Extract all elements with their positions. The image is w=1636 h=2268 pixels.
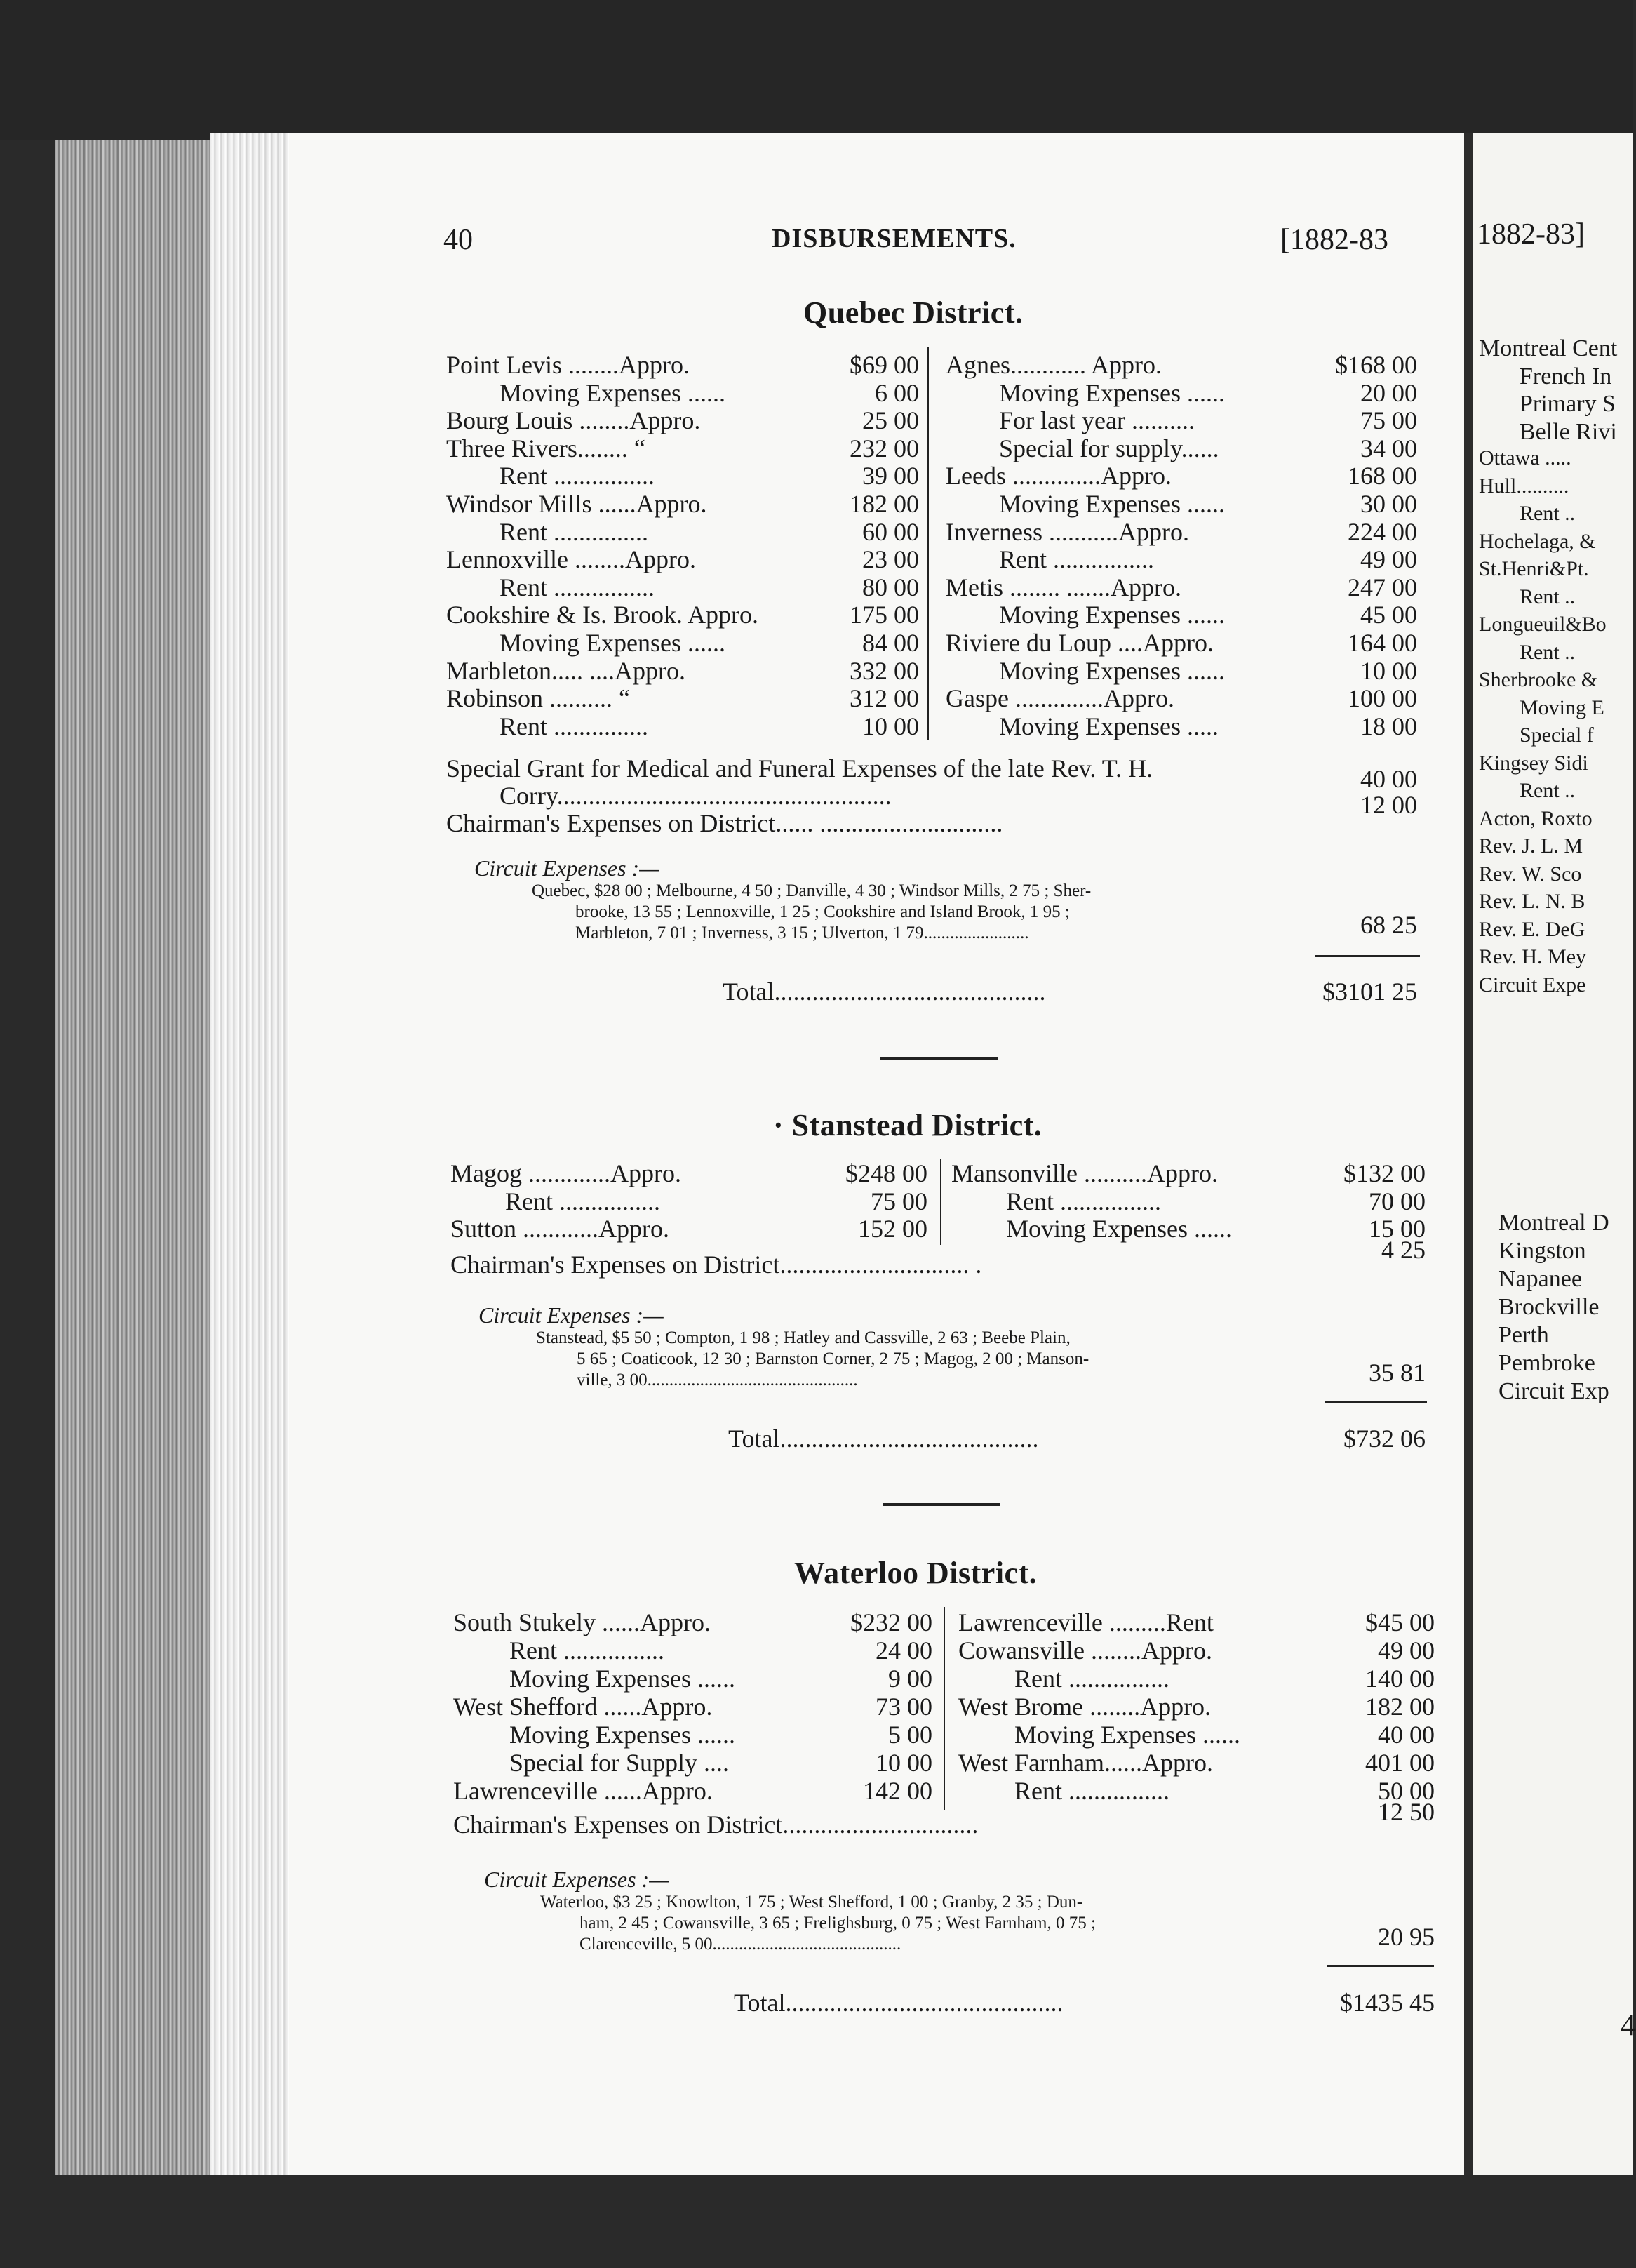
stanstead-right-item-label: Mansonville ..........Appro.: [951, 1159, 1218, 1187]
quebec-total-label: Total...........................................: [723, 978, 1046, 1006]
scan-background: [0, 0, 1633, 140]
waterloo-left-item-label: West Shefford ......Appro.: [453, 1693, 713, 1721]
waterloo-circuit-line: Clarenceville, 5 00...........................................: [579, 1935, 901, 1954]
waterloo-left-item-label: Moving Expenses ......: [509, 1721, 735, 1749]
quebec-circuit-title: Circuit Expenses :—: [474, 855, 659, 881]
quebec-special-amount: 40 00: [1360, 765, 1417, 793]
quebec-left-item-amount: 23 00: [862, 545, 919, 574]
waterloo-left-item-amount: 5 00: [888, 1721, 932, 1749]
section-separator: [880, 1057, 998, 1060]
waterloo-right-item-label: Rent ................: [1014, 1665, 1169, 1693]
right-page-item: Rev. E. DeG: [1479, 917, 1585, 941]
waterloo-right-item-amount: 40 00: [1378, 1721, 1435, 1749]
stanstead-column-divider: [940, 1159, 941, 1245]
right-page-item: Hull..........: [1479, 474, 1569, 498]
stanstead-left-item-amount: $248 00: [845, 1159, 927, 1187]
waterloo-left-item-label: Moving Expenses ......: [509, 1665, 735, 1693]
stanstead-right-item-amount: 70 00: [1369, 1187, 1426, 1215]
right-page-item: Brockville: [1498, 1294, 1600, 1320]
right-page-item: Rent ..: [1520, 502, 1576, 525]
right-page-year: 1882-83]: [1477, 218, 1585, 251]
waterloo-right-item-amount: 182 00: [1365, 1693, 1435, 1721]
stanstead-chairman-amount: 4 25: [1381, 1236, 1426, 1264]
waterloo-left-item-amount: 73 00: [876, 1693, 932, 1721]
quebec-right-item-amount: 34 00: [1360, 434, 1417, 462]
stanstead-right-item-label: Moving Expenses ......: [1006, 1215, 1232, 1243]
quebec-left-item-label: Point Levis ........Appro.: [446, 351, 690, 379]
right-page-item: Circuit Exp: [1498, 1378, 1609, 1404]
quebec-right-item-label: Moving Expenses ......: [999, 601, 1225, 629]
quebec-right-item-label: Special for supply......: [999, 434, 1219, 462]
waterloo-right-item-amount: 49 00: [1378, 1636, 1435, 1665]
waterloo-left-item-amount: $232 00: [850, 1608, 932, 1636]
waterloo-total-amount: $1435 45: [1340, 1989, 1435, 2017]
quebec-left-item-amount: 10 00: [862, 712, 919, 740]
quebec-right-item-amount: 75 00: [1360, 406, 1417, 435]
waterloo-left-item-amount: 10 00: [876, 1749, 932, 1777]
waterloo-right-item-amount: 50 00: [1378, 1777, 1435, 1805]
waterloo-circuit-line: ham, 2 45 ; Cowansville, 3 65 ; Frelighsburg, 0 75 ; West Farnham, 0 75 ;: [579, 1914, 1096, 1933]
right-page-item: Montreal Cent: [1479, 335, 1618, 361]
quebec-left-item-label: Windsor Mills ......Appro.: [446, 490, 707, 518]
quebec-right-item-label: Moving Expenses ......: [999, 490, 1225, 518]
waterloo-circuit-title: Circuit Expenses :—: [484, 1867, 669, 1892]
quebec-left-item-label: Lennoxville ........Appro.: [446, 545, 696, 574]
quebec-left-item-amount: $69 00: [850, 351, 919, 379]
stanstead-circuit-amount: 35 81: [1369, 1359, 1426, 1387]
stanstead-total-label: Total.........................................: [728, 1425, 1039, 1453]
waterloo-right-item-label: Moving Expenses ......: [1014, 1721, 1240, 1749]
quebec-right-item-amount: 45 00: [1360, 601, 1417, 629]
stanstead-district-heading: · Stanstead District.: [773, 1108, 1042, 1142]
quebec-chairman-amount: 12 00: [1360, 791, 1417, 819]
right-page-item: Circuit Expe: [1479, 973, 1586, 996]
waterloo-right-item-amount: 401 00: [1365, 1749, 1435, 1777]
quebec-left-item-label: Moving Expenses ......: [499, 629, 725, 657]
quebec-left-item-amount: 312 00: [850, 684, 919, 713]
quebec-right-item-amount: 20 00: [1360, 378, 1417, 407]
stanstead-total-amount: $732 06: [1343, 1425, 1426, 1453]
quebec-right-item-amount: 247 00: [1348, 573, 1417, 601]
stanstead-left-item-label: Magog .............Appro.: [450, 1159, 681, 1187]
right-page-item: Belle Rivi: [1520, 418, 1617, 445]
quebec-circuit-line: Marbleton, 7 01 ; Inverness, 3 15 ; Ulverton, 1 79........................: [575, 923, 1029, 942]
quebec-left-item-amount: 60 00: [862, 517, 919, 546]
stanstead-circuit-line: Stanstead, $5 50 ; Compton, 1 98 ; Hatley and Cassville, 2 63 ; Beebe Plain,: [536, 1328, 1071, 1347]
quebec-right-item-label: Inverness ...........Appro.: [946, 517, 1189, 546]
quebec-right-item-amount: 30 00: [1360, 490, 1417, 518]
right-page-item: Ottawa .....: [1479, 446, 1571, 469]
waterloo-left-item-amount: 24 00: [876, 1636, 932, 1665]
quebec-right-item-label: For last year ..........: [999, 406, 1195, 435]
waterloo-left-item-label: Rent ................: [509, 1636, 664, 1665]
stanstead-right-item-amount: $132 00: [1343, 1159, 1426, 1187]
right-page-item: Longueuil&Bo: [1479, 613, 1607, 636]
quebec-special-grant-cont: Corry.....................................................: [499, 782, 892, 810]
stanstead-left-item-amount: 75 00: [871, 1187, 927, 1215]
quebec-left-item-amount: 175 00: [850, 601, 919, 629]
right-page-item: Special f: [1520, 723, 1594, 747]
quebec-left-item-amount: 232 00: [850, 434, 919, 462]
quebec-left-item-amount: 39 00: [862, 462, 919, 491]
quebec-left-item-label: Rent ................: [499, 462, 655, 491]
waterloo-left-item-label: Lawrenceville ......Appro.: [453, 1777, 713, 1805]
quebec-circuit-line: Quebec, $28 00 ; Melbourne, 4 50 ; Danville, 4 30 ; Windsor Mills, 2 75 ; Sher-: [532, 881, 1092, 900]
page-year: [1882-83: [1280, 224, 1388, 256]
stanstead-right-item-label: Rent ................: [1006, 1187, 1161, 1215]
waterloo-left-item-label: South Stukely ......Appro.: [453, 1608, 711, 1636]
waterloo-right-item-label: West Farnham......Appro.: [958, 1749, 1214, 1777]
quebec-special-grant: Special Grant for Medical and Funeral Expenses of the late Rev. T. H.: [446, 754, 1153, 782]
right-page-item: Hochelaga, &: [1479, 529, 1596, 553]
right-page-item: Rev. L. N. B: [1479, 890, 1585, 913]
quebec-left-item-amount: 80 00: [862, 573, 919, 601]
stanstead-left-item-amount: 152 00: [858, 1215, 927, 1243]
waterloo-right-item-amount: 140 00: [1365, 1665, 1435, 1693]
right-page-item: Perth: [1498, 1322, 1549, 1348]
quebec-right-item-amount: 224 00: [1348, 517, 1417, 546]
waterloo-right-item-label: Rent ................: [1014, 1777, 1169, 1805]
quebec-left-item-label: Rent ................: [499, 573, 655, 601]
stanstead-total-rule: [1325, 1401, 1427, 1403]
quebec-left-item-amount: 6 00: [875, 378, 919, 407]
quebec-right-item-label: Gaspe ..............Appro.: [946, 684, 1174, 713]
right-page-item: Pembroke: [1498, 1350, 1595, 1376]
quebec-right-item-amount: 100 00: [1348, 684, 1417, 713]
waterloo-right-item-amount: $45 00: [1365, 1608, 1435, 1636]
right-page-item: Rent ..: [1520, 779, 1576, 802]
waterloo-circuit-line: Waterloo, $3 25 ; Knowlton, 1 75 ; West Shefford, 1 00 ; Granby, 2 35 ; Dun-: [540, 1893, 1083, 1912]
quebec-right-item-amount: $168 00: [1335, 351, 1417, 379]
quebec-total-rule: [1315, 955, 1420, 957]
right-page-item: Primary S: [1520, 391, 1616, 417]
page-number: 40: [443, 224, 473, 256]
quebec-left-item-amount: 25 00: [862, 406, 919, 435]
waterloo-circuit-amount: 20 95: [1378, 1923, 1435, 1951]
waterloo-chairman-expenses: Chairman's Expenses on District...............................: [453, 1810, 979, 1839]
waterloo-total-label: Total............................................: [734, 1989, 1064, 2017]
stanstead-circuit-line: 5 65 ; Coaticook, 12 30 ; Barnston Corner, 2 75 ; Magog, 2 00 ; Manson-: [577, 1349, 1089, 1368]
right-page-item: Montreal D: [1498, 1210, 1609, 1236]
quebec-right-item-label: Leeds ..............Appro.: [946, 462, 1172, 491]
quebec-right-item-label: Riviere du Loup ....Appro.: [946, 629, 1214, 657]
waterloo-left-item-label: Special for Supply ....: [509, 1749, 729, 1777]
stanstead-circuit-title: Circuit Expenses :—: [478, 1302, 664, 1328]
right-page-item: Rev. H. Mey: [1479, 945, 1587, 968]
waterloo-left-item-amount: 142 00: [863, 1777, 932, 1805]
quebec-left-item-amount: 332 00: [850, 656, 919, 685]
right-page-corner-number: 4: [1621, 2008, 1636, 2042]
right-page-item: Moving E: [1520, 695, 1604, 719]
section-separator: [883, 1503, 1000, 1506]
right-page-item: Rev. W. Sco: [1479, 862, 1582, 886]
right-page-item: Kingston: [1498, 1238, 1586, 1264]
book-gutter: [1464, 133, 1473, 2175]
book-page-edges-light: [210, 133, 295, 2175]
quebec-right-item-label: Moving Expenses ......: [999, 378, 1225, 407]
quebec-right-item-label: Moving Expenses ......: [999, 656, 1225, 685]
quebec-right-item-label: Metis ........ .......Appro.: [946, 573, 1181, 601]
waterloo-column-divider: [944, 1607, 945, 1810]
right-page-item: Napanee: [1498, 1266, 1582, 1292]
waterloo-district-heading: Waterloo District.: [794, 1556, 1038, 1590]
right-page-item: French In: [1520, 363, 1612, 389]
quebec-left-item-label: Bourg Louis ........Appro.: [446, 406, 701, 435]
waterloo-right-item-label: West Brome ........Appro.: [958, 1693, 1212, 1721]
waterloo-left-item-amount: 9 00: [888, 1665, 932, 1693]
waterloo-right-item-label: Lawrenceville .........Rent: [958, 1608, 1214, 1636]
quebec-left-item-label: Moving Expenses ......: [499, 378, 725, 407]
quebec-right-item-amount: 18 00: [1360, 712, 1417, 740]
quebec-right-item-amount: 164 00: [1348, 629, 1417, 657]
waterloo-right-item-label: Cowansville ........Appro.: [958, 1636, 1212, 1665]
page-title: DISBURSEMENTS.: [772, 224, 1017, 253]
quebec-chairman-expenses: Chairman's Expenses on District...... .............................: [446, 809, 1003, 837]
stanstead-left-item-label: Rent ................: [505, 1187, 660, 1215]
quebec-right-item-label: Moving Expenses .....: [999, 712, 1219, 740]
quebec-circuit-line: brooke, 13 55 ; Lennoxville, 1 25 ; Cookshire and Island Brook, 1 95 ;: [575, 902, 1070, 921]
quebec-left-item-label: Three Rivers........ “: [446, 434, 645, 462]
quebec-column-divider: [927, 347, 929, 740]
right-page-item: Rev. J. L. M: [1479, 834, 1583, 858]
waterloo-chairman-amount: 12 50: [1378, 1798, 1435, 1826]
quebec-left-item-amount: 84 00: [862, 629, 919, 657]
quebec-left-item-amount: 182 00: [850, 490, 919, 518]
quebec-circuit-amount: 68 25: [1360, 911, 1417, 939]
right-page-item: Sherbrooke &: [1479, 668, 1598, 691]
stanstead-right-item-amount: 15 00: [1369, 1215, 1426, 1243]
right-page-item: Acton, Roxto: [1479, 806, 1593, 830]
quebec-left-item-label: Cookshire & Is. Brook. Appro.: [446, 601, 758, 629]
right-page-item: Kingsey Sidi: [1479, 751, 1588, 775]
quebec-left-item-label: Rent ...............: [499, 517, 648, 546]
quebec-right-item-amount: 10 00: [1360, 656, 1417, 685]
quebec-right-item-label: Rent ................: [999, 545, 1154, 574]
quebec-district-heading: Quebec District.: [803, 295, 1024, 330]
stanstead-circuit-line: ville, 3 00................................................: [577, 1370, 858, 1389]
right-page-item: Rent ..: [1520, 585, 1576, 608]
stanstead-chairman-expenses: Chairman's Expenses on District.............................. .: [450, 1250, 982, 1279]
quebec-right-item-amount: 168 00: [1348, 462, 1417, 491]
waterloo-total-rule: [1327, 1965, 1434, 1967]
right-page-item: Rent ..: [1520, 640, 1576, 664]
quebec-left-item-label: Marbleton..... ....Appro.: [446, 656, 685, 685]
quebec-left-item-label: Robinson .......... “: [446, 684, 631, 713]
stanstead-left-item-label: Sutton ............Appro.: [450, 1215, 670, 1243]
quebec-left-item-label: Rent ...............: [499, 712, 648, 740]
quebec-right-item-amount: 49 00: [1360, 545, 1417, 574]
quebec-right-item-label: Agnes............ Appro.: [946, 351, 1162, 379]
right-page-item: St.Henri&Pt.: [1479, 557, 1589, 580]
quebec-total-amount: $3101 25: [1322, 978, 1417, 1006]
